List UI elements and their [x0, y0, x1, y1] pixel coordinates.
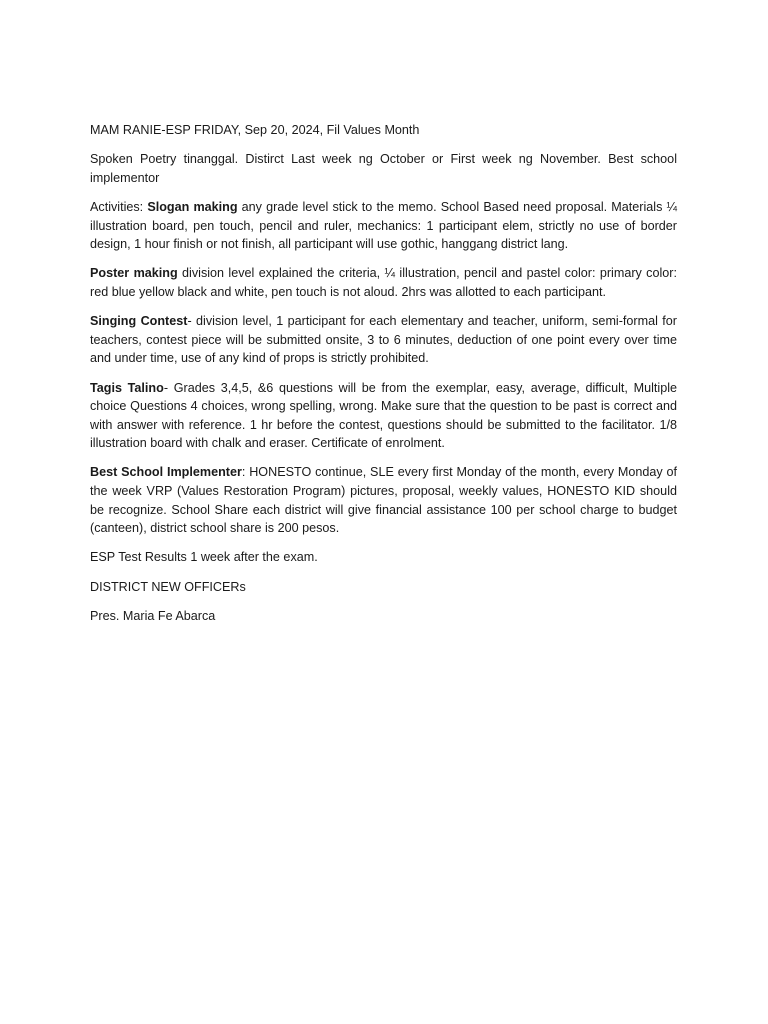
slogan-making-text: any grade level stick to the memo. School Based need proposal. Materials ¼ illustration board, pen touch, pencil and ruler, mechanics: 1 participant elem, strictly no use of border design, 1 hour finish or not finish, all participant will use gothic, hanggang district lang. [90, 199, 677, 252]
singing-contest-paragraph [90, 312, 677, 368]
poster-making-text: division level explained the criteria, ¼ illustration, pencil and pastel color: primary color: red blue yellow black and white, pen touch is not aloud. 2hrs was allotted to each participant. [90, 266, 677, 299]
singing-contest-text: - division level, 1 participant for each elementary and teacher, uniform, semi-formal for teachers, contest piece will be submitted onsite, 3 to 6 minutes, deduction of one point every over time and under time, use of any kind of props is strictly prohibited. [90, 314, 678, 366]
district-officers-heading: DISTRICT NEW OFFICERs [90, 579, 246, 594]
meeting-header-line: MAM RANIE-ESP FRIDAY, Sep 20, 2024, Fil Values Month [90, 123, 420, 137]
best-school-implementer-label: Best School Implementer [90, 465, 242, 480]
document-page [90, 121, 677, 636]
slogan-making-label: Slogan making [147, 199, 238, 214]
esp-test-results-line: ESP Test Results 1 week after the exam. [90, 550, 318, 565]
activities-paragraph [90, 198, 677, 254]
poster-making-paragraph [90, 264, 677, 301]
tagis-talino-label: Tagis Talino [90, 380, 164, 395]
activities-prefix: Activities: [90, 199, 148, 214]
singing-contest-label: Singing Contest [90, 314, 188, 329]
poster-making-label: Poster making [90, 266, 178, 281]
president-line: Pres. Maria Fe Abarca [90, 608, 216, 623]
best-school-implementer-paragraph [90, 463, 677, 537]
tagis-talino-paragraph [90, 379, 677, 453]
best-school-implementer-text: : HONESTO continue, SLE every first Monday of the month, every Monday of the week VRP (Values Restoration Program) pictures, proposal, weekly values, HONESTO KID should be recognize. School Share each district will give financial assistance 100 per school charge to budget (canteen), district school share is 200 pesos. [90, 465, 677, 536]
spoken-poetry-paragraph: Spoken Poetry tinanggal. Distirct Last week ng October or First week ng November. Best school implementor [90, 152, 677, 185]
tagis-talino-text: - Grades 3,4,5, &6 questions will be from the exemplar, easy, average, difficult, Multiple choice Questions 4 choices, wrong spelling, wrong. Make sure that the question to be past is correct and with answer with reference. 1 hr before the contest, questions should be submitted to the facilitator. 1/8 illustration board with chalk and eraser. Certificate of enrolment. [90, 380, 677, 451]
